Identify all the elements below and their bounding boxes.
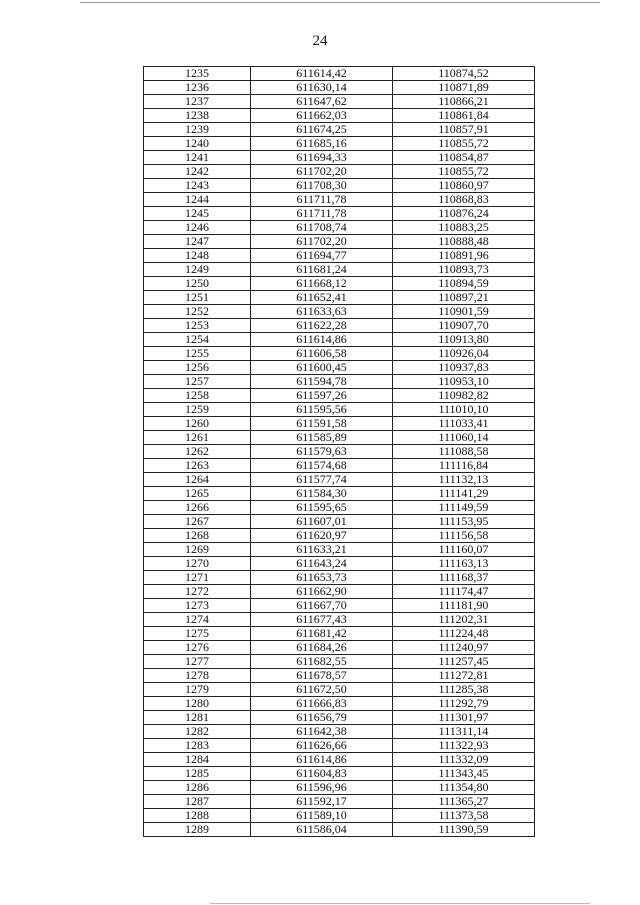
table-row [144, 655, 535, 669]
coordinate-x-cell: 611596,96 [251, 781, 393, 795]
coordinate-y-cell: 111301,97 [393, 711, 535, 725]
point-number-cell: 1288 [144, 809, 251, 823]
table-row [144, 529, 535, 543]
coordinate-x-cell: 611685,16 [251, 137, 393, 151]
point-number-cell: 1276 [144, 641, 251, 655]
coordinate-y-cell: 110876,24 [393, 207, 535, 221]
table-row [144, 361, 535, 375]
coordinate-x-cell: 611591,58 [251, 417, 393, 431]
coordinate-y-cell: 111390,59 [393, 823, 535, 837]
table-row [144, 683, 535, 697]
coordinate-x-cell: 611702,20 [251, 165, 393, 179]
coordinate-y-cell: 111257,45 [393, 655, 535, 669]
coordinate-y-cell: 111060,14 [393, 431, 535, 445]
coordinate-y-cell: 111033,41 [393, 417, 535, 431]
coordinate-y-cell: 110861,84 [393, 109, 535, 123]
coordinate-x-cell: 611653,73 [251, 571, 393, 585]
coordinate-y-cell: 111160,07 [393, 543, 535, 557]
coordinate-x-cell: 611681,24 [251, 263, 393, 277]
coordinate-y-cell: 111373,58 [393, 809, 535, 823]
table-row [144, 641, 535, 655]
table-row [144, 193, 535, 207]
coordinate-y-cell: 111132,13 [393, 473, 535, 487]
table-row [144, 585, 535, 599]
table-row [144, 473, 535, 487]
table-row [144, 81, 535, 95]
point-number-cell: 1269 [144, 543, 251, 557]
coordinate-y-cell: 111240,97 [393, 641, 535, 655]
coordinate-x-cell: 611662,90 [251, 585, 393, 599]
table-row [144, 753, 535, 767]
table-row [144, 627, 535, 641]
table-row [144, 207, 535, 221]
coordinate-y-cell: 111272,81 [393, 669, 535, 683]
coordinate-x-cell: 611584,30 [251, 487, 393, 501]
table-row [144, 795, 535, 809]
point-number-cell: 1281 [144, 711, 251, 725]
point-number-cell: 1277 [144, 655, 251, 669]
point-number-cell: 1286 [144, 781, 251, 795]
coordinate-x-cell: 611630,14 [251, 81, 393, 95]
table-row [144, 739, 535, 753]
point-number-cell: 1237 [144, 95, 251, 109]
coordinate-y-cell: 110937,83 [393, 361, 535, 375]
coordinate-x-cell: 611586,04 [251, 823, 393, 837]
table-row [144, 137, 535, 151]
coordinate-y-cell: 110854,87 [393, 151, 535, 165]
table-row [144, 67, 535, 81]
point-number-cell: 1279 [144, 683, 251, 697]
coordinate-x-cell: 611574,68 [251, 459, 393, 473]
point-number-cell: 1263 [144, 459, 251, 473]
point-number-cell: 1252 [144, 305, 251, 319]
point-number-cell: 1242 [144, 165, 251, 179]
coordinate-x-cell: 611678,57 [251, 669, 393, 683]
point-number-cell: 1248 [144, 249, 251, 263]
point-number-cell: 1284 [144, 753, 251, 767]
point-number-cell: 1260 [144, 417, 251, 431]
coordinate-x-cell: 611604,83 [251, 767, 393, 781]
coordinate-y-cell: 110913,80 [393, 333, 535, 347]
table-row [144, 501, 535, 515]
coordinate-y-cell: 110907,70 [393, 319, 535, 333]
coordinate-y-cell: 110888,48 [393, 235, 535, 249]
coordinate-y-cell: 111285,38 [393, 683, 535, 697]
point-number-cell: 1257 [144, 375, 251, 389]
coordinate-y-cell: 110857,91 [393, 123, 535, 137]
point-number-cell: 1275 [144, 627, 251, 641]
coordinate-y-cell: 111088,58 [393, 445, 535, 459]
table-row [144, 515, 535, 529]
coordinate-x-cell: 611682,55 [251, 655, 393, 669]
table-row [144, 221, 535, 235]
coordinate-y-cell: 110982,82 [393, 389, 535, 403]
table-row [144, 571, 535, 585]
coordinate-y-cell: 110855,72 [393, 137, 535, 151]
coordinate-x-cell: 611708,74 [251, 221, 393, 235]
coordinate-y-cell: 110894,59 [393, 277, 535, 291]
coordinate-y-cell: 110860,97 [393, 179, 535, 193]
table-row [144, 557, 535, 571]
coordinate-x-cell: 611614,86 [251, 753, 393, 767]
table-row [144, 711, 535, 725]
coordinate-x-cell: 611585,89 [251, 431, 393, 445]
table-row [144, 347, 535, 361]
coordinate-x-cell: 611622,28 [251, 319, 393, 333]
coordinate-x-cell: 611626,66 [251, 739, 393, 753]
coordinate-x-cell: 611600,45 [251, 361, 393, 375]
table-row [144, 375, 535, 389]
coordinate-x-cell: 611614,86 [251, 333, 393, 347]
coordinate-y-cell: 111322,93 [393, 739, 535, 753]
coordinate-x-cell: 611694,33 [251, 151, 393, 165]
point-number-cell: 1278 [144, 669, 251, 683]
coordinate-x-cell: 611684,26 [251, 641, 393, 655]
page-number: 24 [312, 33, 328, 49]
coordinate-x-cell: 611633,21 [251, 543, 393, 557]
point-number-cell: 1261 [144, 431, 251, 445]
coordinate-y-cell: 111332,09 [393, 753, 535, 767]
coordinate-y-cell: 110953,10 [393, 375, 535, 389]
point-number-cell: 1239 [144, 123, 251, 137]
coordinate-y-cell: 111174,47 [393, 585, 535, 599]
coordinate-y-cell: 111168,37 [393, 571, 535, 585]
coordinate-x-cell: 611642,38 [251, 725, 393, 739]
point-number-cell: 1287 [144, 795, 251, 809]
coordinate-x-cell: 611708,30 [251, 179, 393, 193]
coordinate-y-cell: 111343,45 [393, 767, 535, 781]
point-number-cell: 1259 [144, 403, 251, 417]
coordinate-x-cell: 611674,25 [251, 123, 393, 137]
coordinate-x-cell: 611614,42 [251, 67, 393, 81]
point-number-cell: 1264 [144, 473, 251, 487]
point-number-cell: 1251 [144, 291, 251, 305]
coordinate-x-cell: 611672,50 [251, 683, 393, 697]
coordinate-y-cell: 111311,14 [393, 725, 535, 739]
table-row [144, 249, 535, 263]
table-row [144, 599, 535, 613]
table-row [144, 151, 535, 165]
coordinate-y-cell: 111156,58 [393, 529, 535, 543]
point-number-cell: 1241 [144, 151, 251, 165]
point-number-cell: 1253 [144, 319, 251, 333]
point-number-cell: 1267 [144, 515, 251, 529]
point-number-cell: 1274 [144, 613, 251, 627]
table-row [144, 459, 535, 473]
coordinate-y-cell: 111354,80 [393, 781, 535, 795]
point-number-cell: 1238 [144, 109, 251, 123]
table-row [144, 277, 535, 291]
coordinate-y-cell: 111149,59 [393, 501, 535, 515]
table-row [144, 403, 535, 417]
coordinate-y-cell: 111153,95 [393, 515, 535, 529]
point-number-cell: 1289 [144, 823, 251, 837]
point-number-cell: 1244 [144, 193, 251, 207]
coordinate-x-cell: 611579,63 [251, 445, 393, 459]
coordinate-x-cell: 611662,03 [251, 109, 393, 123]
coordinate-y-cell: 110868,83 [393, 193, 535, 207]
coordinate-y-cell: 110866,21 [393, 95, 535, 109]
coordinate-x-cell: 611577,74 [251, 473, 393, 487]
point-number-cell: 1280 [144, 697, 251, 711]
table-row [144, 389, 535, 403]
coordinate-x-cell: 611677,43 [251, 613, 393, 627]
coordinate-x-cell: 611694,77 [251, 249, 393, 263]
coordinate-y-cell: 110855,72 [393, 165, 535, 179]
point-number-cell: 1235 [144, 67, 251, 81]
coordinate-y-cell: 111181,90 [393, 599, 535, 613]
point-number-cell: 1245 [144, 207, 251, 221]
coordinate-x-cell: 611647,62 [251, 95, 393, 109]
point-number-cell: 1272 [144, 585, 251, 599]
point-number-cell: 1265 [144, 487, 251, 501]
point-number-cell: 1254 [144, 333, 251, 347]
coordinate-y-cell: 110874,52 [393, 67, 535, 81]
coordinate-x-cell: 611620,97 [251, 529, 393, 543]
coordinate-y-cell: 110926,04 [393, 347, 535, 361]
coordinate-x-cell: 611668,12 [251, 277, 393, 291]
coordinate-y-cell: 111163,13 [393, 557, 535, 571]
table-row [144, 179, 535, 193]
coordinate-x-cell: 611711,78 [251, 193, 393, 207]
point-number-cell: 1236 [144, 81, 251, 95]
table-row [144, 305, 535, 319]
coordinate-x-cell: 611589,10 [251, 809, 393, 823]
table-row [144, 235, 535, 249]
coordinate-x-cell: 611702,20 [251, 235, 393, 249]
point-number-cell: 1240 [144, 137, 251, 151]
table-row [144, 669, 535, 683]
table-row [144, 823, 535, 837]
coordinate-x-cell: 611652,41 [251, 291, 393, 305]
table-row [144, 767, 535, 781]
table-row [144, 543, 535, 557]
coordinates-table [143, 66, 535, 837]
table-row [144, 263, 535, 277]
coordinate-x-cell: 611681,42 [251, 627, 393, 641]
point-number-cell: 1247 [144, 235, 251, 249]
point-number-cell: 1266 [144, 501, 251, 515]
top-scan-edge [80, 2, 600, 3]
coordinate-x-cell: 611607,01 [251, 515, 393, 529]
coordinate-y-cell: 110897,21 [393, 291, 535, 305]
table-row [144, 613, 535, 627]
coordinate-y-cell: 111010,10 [393, 403, 535, 417]
point-number-cell: 1283 [144, 739, 251, 753]
coordinate-x-cell: 611594,78 [251, 375, 393, 389]
table-row [144, 165, 535, 179]
table-row [144, 809, 535, 823]
table-row [144, 417, 535, 431]
table-row [144, 333, 535, 347]
coordinate-y-cell: 111365,27 [393, 795, 535, 809]
coordinate-x-cell: 611592,17 [251, 795, 393, 809]
point-number-cell: 1256 [144, 361, 251, 375]
table-row [144, 431, 535, 445]
table-row [144, 781, 535, 795]
coordinate-x-cell: 611666,83 [251, 697, 393, 711]
point-number-cell: 1249 [144, 263, 251, 277]
table-row [144, 319, 535, 333]
coordinate-y-cell: 110893,73 [393, 263, 535, 277]
coordinate-y-cell: 111116,84 [393, 459, 535, 473]
table-row [144, 697, 535, 711]
point-number-cell: 1258 [144, 389, 251, 403]
coordinate-x-cell: 611595,56 [251, 403, 393, 417]
bottom-scan-edge [210, 903, 590, 904]
coordinate-y-cell: 111202,31 [393, 613, 535, 627]
coordinate-y-cell: 110871,89 [393, 81, 535, 95]
table-row [144, 487, 535, 501]
coordinate-x-cell: 611656,79 [251, 711, 393, 725]
point-number-cell: 1268 [144, 529, 251, 543]
coordinate-x-cell: 611667,70 [251, 599, 393, 613]
point-number-cell: 1270 [144, 557, 251, 571]
point-number-cell: 1262 [144, 445, 251, 459]
point-number-cell: 1250 [144, 277, 251, 291]
point-number-cell: 1271 [144, 571, 251, 585]
coordinate-x-cell: 611595,65 [251, 501, 393, 515]
point-number-cell: 1255 [144, 347, 251, 361]
coordinate-y-cell: 111292,79 [393, 697, 535, 711]
point-number-cell: 1273 [144, 599, 251, 613]
table-row [144, 95, 535, 109]
point-number-cell: 1246 [144, 221, 251, 235]
coordinate-x-cell: 611633,63 [251, 305, 393, 319]
table-row [144, 109, 535, 123]
coordinate-y-cell: 111224,48 [393, 627, 535, 641]
table-row [144, 725, 535, 739]
coordinate-x-cell: 611643,24 [251, 557, 393, 571]
coordinate-x-cell: 611606,58 [251, 347, 393, 361]
coordinates-table-body [144, 67, 535, 837]
point-number-cell: 1282 [144, 725, 251, 739]
table-row [144, 445, 535, 459]
point-number-cell: 1285 [144, 767, 251, 781]
coordinate-y-cell: 110901,59 [393, 305, 535, 319]
table-row [144, 291, 535, 305]
coordinate-x-cell: 611597,26 [251, 389, 393, 403]
table-row [144, 123, 535, 137]
point-number-cell: 1243 [144, 179, 251, 193]
coordinate-x-cell: 611711,78 [251, 207, 393, 221]
coordinate-y-cell: 110883,25 [393, 221, 535, 235]
coordinate-y-cell: 110891,96 [393, 249, 535, 263]
coordinate-y-cell: 111141,29 [393, 487, 535, 501]
